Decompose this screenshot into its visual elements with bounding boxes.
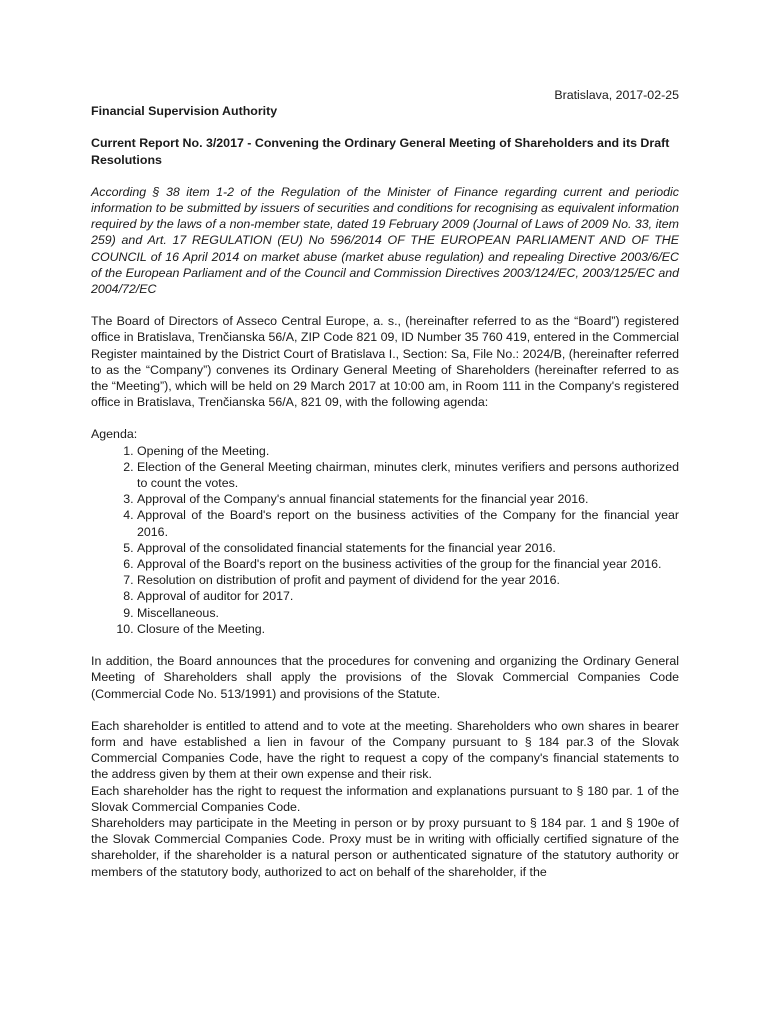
- procedures-paragraph: In addition, the Board announces that the procedures for convening and organizing the Ordinary General Meeting of Shareholders shall apply the provisions of the Slovak Commercial Companies Code (Commercial Code No. 513/1991) and provisions of the Statute.: [91, 654, 679, 701]
- agenda-item: 6. Approval of the Board's report on the business activities of the group for the financial year 2016.: [137, 556, 679, 572]
- rights-paragraph-proxy: Shareholders may participate in the Meeting in person or by proxy pursuant to § 184 par. 1 and § 190e of the Slovak Commercial Companies Code. Proxy must be in writing with officially certified signature of the shareholder, if the shareholder is a natural person or authenticated signature of the statutory authority or members of the statutory body, authorized to act on behalf of the shareholder, if the: [91, 815, 679, 879]
- agenda-item: 2. Election of the General Meeting chairman, minutes clerk, minutes verifiers and persons authorized to count the votes.: [137, 459, 679, 491]
- rights-paragraph-information: Each shareholder has the right to request the information and explanations pursuant to § 180 par. 1 of the Slovak Commercial Companies Code.: [91, 783, 679, 814]
- agenda-item: 10. Closure of the Meeting.: [137, 621, 679, 637]
- agenda-item: 7. Resolution on distribution of profit and payment of dividend for the year 2016.: [137, 572, 679, 588]
- addressee: Financial Supervision Authority: [91, 104, 278, 119]
- agenda-item: 1. Opening of the Meeting.: [137, 443, 679, 459]
- report-title: Current Report No. 3/2017 - Convening the Ordinary General Meeting of Shareholders and its Draft Resolutions: [91, 136, 670, 167]
- agenda-item: 9. Miscellaneous.: [137, 605, 679, 621]
- agenda-item: 8. Approval of auditor for 2017.: [137, 588, 679, 604]
- agenda-item: 3. Approval of the Company's annual financial statements for the financial year 2016.: [137, 491, 679, 507]
- intro-paragraph: The Board of Directors of Asseco Central Europe, a. s., (hereinafter referred to as the “Board”) registered office in Bratislava, Trenčianska 56/A, ZIP Code 821 09, ID Number 35 760 419, entered in the Commercial Register maintained by the District Court of Bratislava I., Section: Sa, File No.: 2024/B, (hereinafter referred to as the “Company”) convenes its Ordinary General Meeting of Shareholders (hereinafter referred to as the “Meeting”), which will be held on 29 March 2017 at 10:00 am, in Room 111 in the Company's registered office in Bratislava, Trenčianska 56/A, 821 09, with the following agenda:: [91, 314, 679, 410]
- rights-paragraph-attendance: Each shareholder is entitled to attend and to vote at the meeting. Shareholders who own shares in bearer form and have established a lien in favour of the Company pursuant to § 184 par.3 of the Slovak Commercial Companies Code, have the right to request a copy of the company's financial statements to the address given by them at their own expense and their risk.: [91, 718, 679, 782]
- legal-basis-paragraph: According § 38 item 1-2 of the Regulation of the Minister of Finance regarding current and periodic information to be submitted by issuers of securities and conditions for recognising as equivalent information required by the laws of a non-member state, dated 19 February 2009 (Journal of Laws of 2009 No. 33, item 259) and Art. 17 REGULATION (EU) No 596/2014 OF THE EUROPEAN PARLIAMENT AND OF THE COUNCIL of 16 April 2014 on market abuse (market abuse regulation) and repealing Directive 2003/6/EC of the European Parliament and of the Council and Commission Directives 2003/124/EC, 2003/125/EC and 2004/72/EC: [91, 184, 679, 297]
- agenda-list: [91, 443, 679, 637]
- agenda-label: Agenda:: [91, 427, 138, 442]
- agenda-item: 5. Approval of the consolidated financial statements for the financial year 2016.: [137, 540, 679, 556]
- agenda-item: 4. Approval of the Board's report on the business activities of the Company for the financial year 2016.: [137, 507, 679, 539]
- date-line: Bratislava, 2017-02-25: [554, 88, 679, 102]
